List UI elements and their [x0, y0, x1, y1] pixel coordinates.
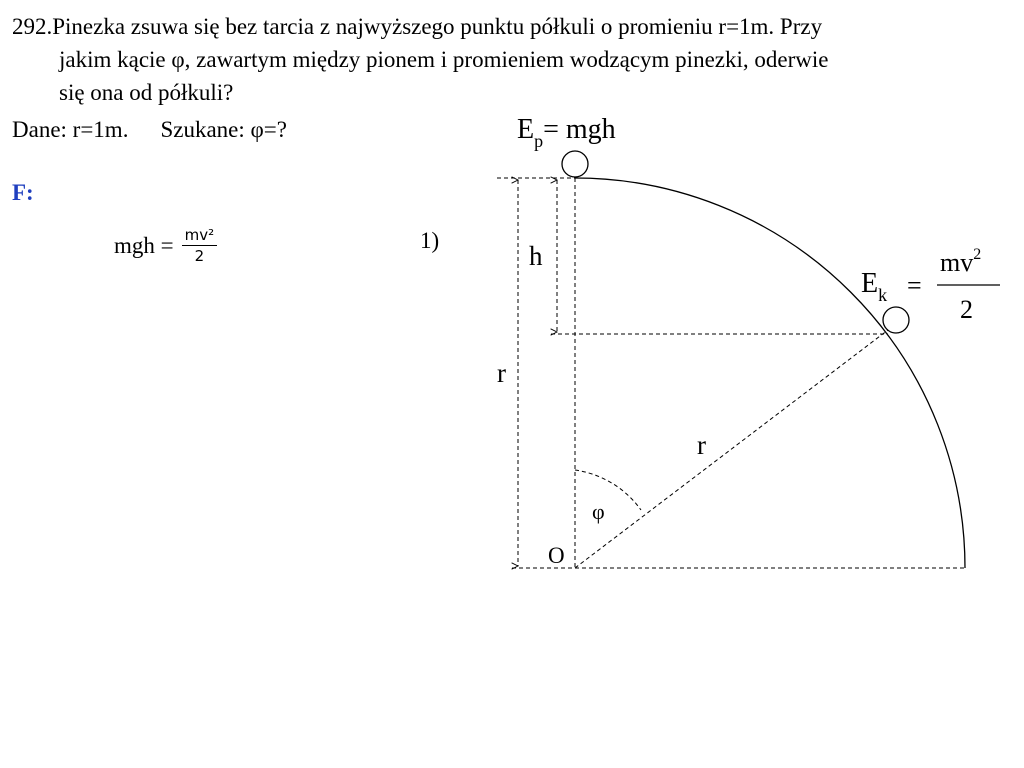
hemisphere-arc — [575, 178, 965, 568]
given-dane: Dane: r=1m. — [12, 117, 129, 142]
r-vertical-label: r — [497, 358, 506, 388]
problem-line-1: Pinezka zsuwa się bez tarcia z najwyższego punktu półkuli o promieniu r=1m. Przy — [52, 14, 823, 39]
pin-top-circle — [562, 151, 588, 177]
ep-label: $E_p=$ mgh — [517, 114, 616, 151]
r-radius-label: r — [697, 430, 706, 460]
h-label: h — [529, 241, 543, 271]
radius-dashed-line — [575, 330, 888, 568]
problem-line-2: jakim kącie φ, zawartym między pionem i promieniem wodzącym pinezki, oderwie — [59, 47, 829, 72]
ek-equals: = — [907, 271, 922, 300]
ek-denominator: 2 — [960, 295, 973, 324]
phi-label: φ — [592, 499, 605, 524]
origin-label: O — [548, 543, 565, 568]
ek-label: $E_k$ — [861, 268, 888, 305]
equation-1-lhs: mgh = — [114, 232, 174, 258]
equation-1-denominator: 2 — [194, 247, 205, 265]
problem-line-3: się ona od półkuli? — [59, 80, 234, 105]
given-szukane: Szukane: φ=? — [160, 117, 287, 142]
pin-surface-circle — [883, 307, 909, 333]
phi-angle-arc — [575, 470, 641, 510]
equation-1-numerator: mv² — [182, 226, 218, 246]
ek-numerator: $mv^2$ — [940, 246, 982, 277]
equation-1-number: 1) — [420, 228, 440, 253]
problem-number: 292. — [12, 14, 53, 39]
formulas-label: F: — [12, 180, 34, 205]
